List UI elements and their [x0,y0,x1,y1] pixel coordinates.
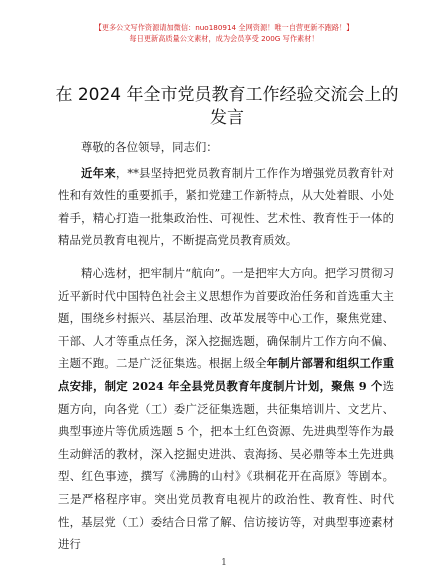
promo-banner [0,22,448,44]
paragraph-2-text-b: 选题方向，向各党（工）委广泛征集选题，共征集培训片、文艺片、典型事迹片等优质选题 5 个，把本土红色资源、先进典型等作为最生动鲜活的教材，深入挖掘史进洪、袁海扬、吴必鼎等本土先进典型、红色事迹，撰写《沸腾的山村》《珙桐花开在高原》等剧本。三是严格程序审。突出党员教育电视片的政治性、教育性、时代性，基层党（工）委结合日常了解、信访接访等，对典型事迹素材进行 [58,378,394,552]
document-body [58,136,394,556]
paragraph-1-text: ，**县坚持把党员教育制片工作作为增强党员教育针对性和有效性的重要抓手，紧扣党建工作新特点，从大处着眼、小处着手，精心打造一批集政治性、可视性、艺术性、教育性于一体的精品党员教育电视片，不断提高党员教育质效。 [58,165,394,248]
paragraph-1-lead: 近年来 [81,165,116,180]
page-number: 1 [221,558,227,568]
paragraph-1 [58,162,394,252]
paragraph-2-text-a: 精心选材，把牢制片“航向”。一是把牢大方向。把学习贯彻习近平新时代中国特色社会主义思想作为首要政治任务和首选重大主题，围绕乡村振兴、基层治理、改革发展等中心工作，聚焦党建、干部、人才等重点任务，深入挖掘选题，确保制片工作方向不偏、主题不跑。二是广泛征集选。根据上级全 [58,265,394,371]
paragraph-2-bold: 年制片部署和组织工作重点安排，制定 2024 年全县党员教育年度制片计划，聚焦 9 个 [58,356,394,393]
greeting: 尊敬的各位领导，同志们： [81,140,218,154]
promo-banner-line1: 【更多公文写作资源请加微信：nuo180914 全网资源！唯一自营更新不跑路！】 [94,23,354,32]
paragraph-2 [58,262,394,556]
document-title: 在 2024 年全市党员教育工作经验交流会上的发言 [55,85,399,128]
promo-banner-line2: 每日更新高质量公文素材，成为会员享受 200G 写作素材！ [129,34,319,43]
